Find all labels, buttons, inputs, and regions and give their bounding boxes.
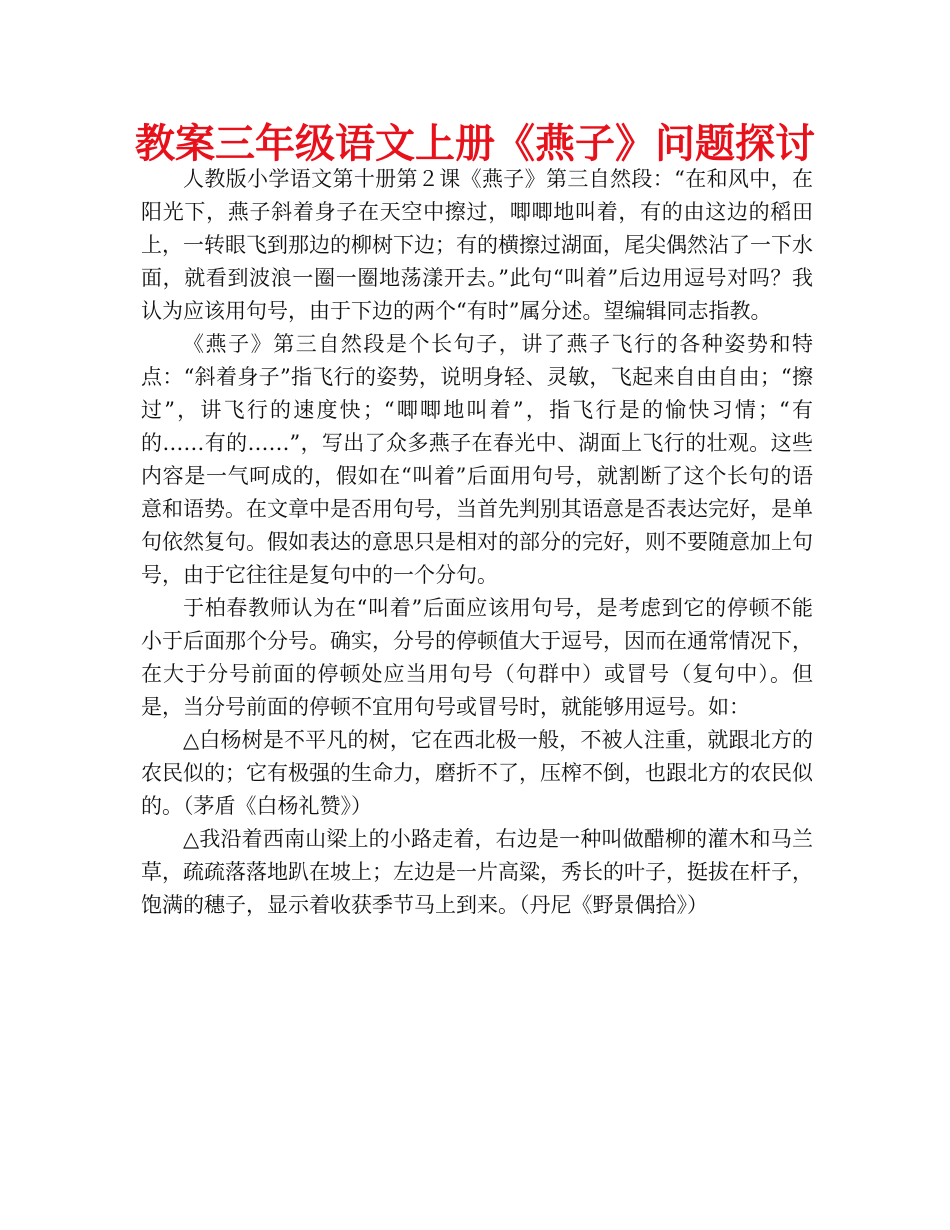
document-title: 教案三年级语文上册《燕子》问题探讨	[135, 121, 815, 167]
paragraph-1: 人教版小学语文第十册第２课《燕子》第三自然段：“在和风中，在阳光下，燕子斜着身子在天空中擦过，唧唧地叫着，有的由这边的稻田上，一转眼飞到那边的柳树下边；有的横擦过湖面，尾尖偶然沾了一下水面，就看到波浪一圈一圈地荡漾开去。”此句“叫着”后边用逗号对吗？我认为应该用句号，由于下边的两个“有时”属分述。望编辑同志指教。	[141, 167, 813, 323]
paragraph-3: 于柏春教师认为在“叫着”后面应该用句号，是考虑到它的停顿不能小于后面那个分号。确实，分号的停顿值大于逗号，因而在通常情况下，在大于分号前面的停顿处应当用句号（句群中）或冒号（复句中）。但是，当分号前面的停顿不宜用句号或冒号时，就能够用逗号。如：	[141, 596, 813, 719]
paragraph-4: △白杨树是不平凡的树，它在西北极一般，不被人注重，就跟北方的农民似的；它有极强的生命力，磨折不了，压榨不倒，也跟北方的农民似的。（茅盾《白杨礼赞》）	[141, 728, 813, 818]
paragraph-2: 《燕子》第三自然段是个长句子，讲了燕子飞行的各种姿势和特点：“斜着身子”指飞行的姿势，说明身轻、灵敏，飞起来自由自由；“擦过”，讲飞行的速度快；“唧唧地叫着”，指飞行是的愉快习情；“有的……有的……”，写出了众多燕子在春光中、湖面上飞行的壮观。这些内容是一气呵成的，假如在“叫着”后面用句号，就割断了这个长句的语意和语势。在文章中是否用句号，当首先判别其语意是否表达完好，是单句依然复句。假如表达的意思只是相对的部分的完好，则不要随意加上句号，由于它往往是复句中的一个分句。	[141, 332, 813, 587]
document-body	[141, 163, 813, 922]
paragraph-5: △我沿着西南山梁上的小路走着，右边是一种叫做醋柳的灌木和马兰草，疏疏落落地趴在坡上；左边是一片高粱，秀长的叶子，挺拔在杆子，饱满的穗子，显示着收获季节马上到来。（丹尼《野景偶拾》）	[141, 827, 813, 917]
